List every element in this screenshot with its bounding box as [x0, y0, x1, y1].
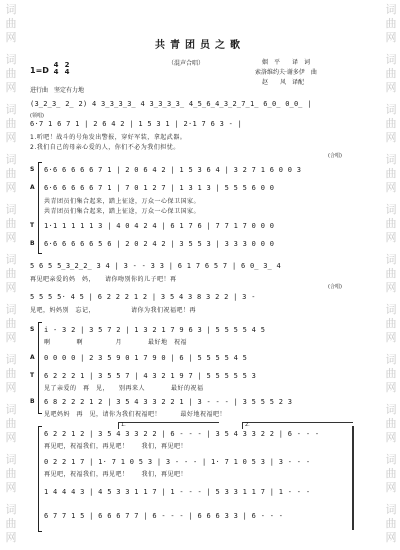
tenor-lyrics-5: 见了亲爱的 再 见， 别再来人 最好的祝福	[44, 385, 204, 392]
system-brace-6	[38, 426, 42, 532]
watermark-char: 词	[385, 303, 397, 316]
bass-notes-5: 6 8 2 2 2 1 2 | 3 5 4 3 3 2 2 1 | 3 - - - | 3 5 5 5 2 3	[44, 398, 293, 406]
watermark-char: 词	[385, 3, 397, 16]
time-signature-2: 2 4	[64, 61, 70, 76]
watermark-char: 网	[385, 131, 397, 144]
alto-notes-2: 6·6 6 6 6 6 7 1 | 7 0 1 2 7 | 1 3 1 3 | 5 5 5 6 0 0	[44, 184, 275, 192]
solo-notes: 6·7 1 6 7 1 | 2 6 4 2 | 1 5 3 1 | 2·1 7 6 3 - |	[30, 120, 243, 128]
watermark-char: 曲	[385, 67, 397, 80]
watermark-char: 曲	[385, 467, 397, 480]
watermark-char: 曲	[385, 267, 397, 280]
melody-notes-4: 5 5 5 5· 4 5 | 6 2 2 2 1 2 | 3 5 4 3 8 3 2 2 | 3 -	[30, 293, 256, 301]
watermark-char: 网	[385, 181, 397, 194]
part-label-t-5: T	[30, 372, 35, 379]
watermark-char: 词	[385, 353, 397, 366]
credit-music: 索洛维约夫·谢多伊 曲	[255, 69, 317, 76]
melody-notes-3: 5 6 5 5̲3̲2̲2̲ 3 4 | 3 - - 3 3 | 6 1 7 6 5 7 | 6 0̲ 3̲ 4	[30, 262, 282, 270]
intro-notes: (3̲2̲3̲ 2̲ 2) 4 3̲3̲3̲3̲ 4 3̲3̲3̲3̲ 4̲5̲6̲4̲3̲2̲7̲1̲ 6̲0̲ 0̲0̲ |	[30, 100, 312, 108]
watermark-char: 网	[385, 31, 397, 44]
watermark-char: 网	[385, 481, 397, 494]
system-brace-2	[38, 162, 42, 254]
bass-lyrics-5: 见吧妈妈 再 见，请你为我们祝福吧！ 最好地祝福吧！	[44, 411, 227, 418]
watermark-char: 词	[385, 153, 397, 166]
watermark-left	[0, 0, 20, 550]
system-brace-5	[38, 322, 42, 414]
watermark-char: 网	[5, 81, 17, 94]
final-barline	[352, 426, 354, 530]
watermark-char: 曲	[385, 417, 397, 430]
part-label-a: A	[30, 184, 35, 191]
time-signature-1: 4 4	[53, 61, 59, 76]
alto-lyrics-2b: 共青团员们集合起来，踏上征途，万众一心保卫国家。	[44, 208, 201, 215]
tempo-marking: 进行曲 坚定有力地	[30, 87, 85, 94]
watermark-char: 曲	[385, 317, 397, 330]
watermark-char: 网	[5, 181, 17, 194]
watermark-char: 词	[5, 3, 17, 16]
part-label-b: B	[30, 240, 35, 247]
watermark-char: 曲	[385, 167, 397, 180]
watermark-char: 曲	[5, 317, 17, 330]
watermark-char: 词	[5, 153, 17, 166]
tenor-notes-2: 1·1 1 1 1 1 3 | 4 0 4 2 4 | 6 1 7 6 | 7 7 1 7 0 0 0	[44, 222, 275, 230]
alto-lyrics-6: 再见吧，祝福我们，再见吧！ 我们，再见吧！	[44, 471, 188, 478]
alto-lyrics-2a: 共青团员们集合起来，踏上征途，万众一心保卫国家。	[44, 198, 201, 205]
lyrics-4: 见吧，妈妈别 忘记， 请你为我们祝福吧！再	[30, 307, 197, 314]
part-label-s-5: S	[30, 326, 35, 333]
part-label-s: S	[30, 166, 35, 173]
watermark-char: 词	[385, 403, 397, 416]
soprano-notes-5: i - 3 2 | 3 5 7 2 | 1 3 2 1 7 9 6 3 | 5 5 5 5 4 5	[44, 326, 266, 334]
alto-notes-6: 0 2 2 1 7 | 1· 7 1 0 5 3 | 3 - - - | 1· 7 1 0 5 3 | 3 - - -	[44, 458, 311, 466]
watermark-char: 网	[5, 281, 17, 294]
watermark-char: 曲	[5, 167, 17, 180]
watermark-char: 曲	[385, 517, 397, 530]
watermark-char: 词	[5, 503, 17, 516]
watermark-char: 网	[385, 331, 397, 344]
watermark-char: 词	[385, 503, 397, 516]
watermark-char: 词	[5, 453, 17, 466]
credit-lyrics: 姻 平 译 词	[262, 59, 311, 66]
soprano-lyrics-6: 再见吧，祝福我们，再见吧！ 我们，再见吧！	[44, 443, 188, 450]
volta-1: 1.	[118, 422, 219, 429]
tenor-notes-6: 1 4 4 4 3 | 4 5 3 3 1 1 7 | 1 - - - | 5 3 3 1 1 7 | 1 - - -	[44, 488, 311, 496]
watermark-char: 网	[5, 481, 17, 494]
watermark-char: 网	[385, 281, 397, 294]
watermark-char: 曲	[5, 117, 17, 130]
credit-arranger: 赵 风 译配	[262, 79, 305, 86]
watermark-char: 词	[385, 203, 397, 216]
watermark-char: 网	[5, 531, 17, 544]
watermark-char: 曲	[5, 367, 17, 380]
alto-notes-5: 0 0 0 0 | 2 3 5 9 0 1 7 9 0 | 6 | 5 5 5 5 4 5	[44, 354, 248, 362]
watermark-char: 词	[385, 453, 397, 466]
watermark-char: 曲	[385, 217, 397, 230]
solo-mark: (领唱)	[30, 113, 44, 119]
watermark-char: 曲	[5, 467, 17, 480]
solo-lyrics-verse1: 1.听吧！战斗的号角发出警报，穿好军装，拿起武器。	[30, 134, 187, 141]
watermark-char: 词	[385, 53, 397, 66]
watermark-char: 词	[5, 53, 17, 66]
bass-notes-2: 6·6 6 6 6 6 5 6 | 2 0 2 4 2 | 3 5 5 3 | 3 3 3 0 0 0	[44, 240, 275, 248]
watermark-char: 词	[5, 303, 17, 316]
watermark-char: 词	[5, 103, 17, 116]
volta-2: 2.	[242, 422, 353, 429]
watermark-char: 曲	[385, 17, 397, 30]
watermark-char: 曲	[5, 417, 17, 430]
watermark-char: 词	[5, 403, 17, 416]
watermark-char: 网	[5, 431, 17, 444]
soprano-lyrics-5: 啊 啊 月 最好地 祝福	[44, 339, 188, 346]
bass-notes-6: 6 7 7 1 5 | 6 6 6 7 7 | 6 - - - | 6 6 6 3 3 | 6 - - -	[44, 512, 284, 520]
part-label-a-5: A	[30, 354, 35, 361]
watermark-right	[380, 0, 400, 550]
choir-mark-1: (合唱)	[328, 153, 342, 159]
watermark-char: 词	[5, 253, 17, 266]
watermark-char: 词	[5, 353, 17, 366]
watermark-char: 曲	[5, 217, 17, 230]
solo-lyrics-verse2: 2.我们自己的母亲心爱的人，你们不必为我们担忧。	[30, 144, 180, 151]
soprano-notes-2: 6·6 6 6 6 6 7 1 | 2 0 6 4 2 | 1 5 3 6 4 | 3 2 7 1 6 0 0 3	[44, 166, 302, 174]
watermark-char: 网	[385, 531, 397, 544]
soprano-notes-6: 6 2 2 1 2 | 3 5 4 3 3 2 2 | 6 - - - | 3 5 4 3 3 2 2 | 6 - - -	[44, 430, 320, 438]
watermark-char: 网	[5, 131, 17, 144]
watermark-char: 曲	[385, 117, 397, 130]
watermark-char: 曲	[5, 517, 17, 530]
song-subtitle: （混声合唱）	[168, 60, 205, 67]
watermark-char: 网	[5, 31, 17, 44]
watermark-char: 词	[385, 253, 397, 266]
watermark-char: 网	[5, 331, 17, 344]
watermark-char: 词	[385, 103, 397, 116]
watermark-char: 网	[385, 431, 397, 444]
key-signature: 1=D	[30, 66, 49, 75]
watermark-char: 曲	[5, 67, 17, 80]
watermark-char: 网	[385, 81, 397, 94]
watermark-char: 曲	[5, 267, 17, 280]
watermark-char: 网	[5, 381, 17, 394]
part-label-t: T	[30, 222, 35, 229]
song-title: 共青团员之歌	[155, 40, 245, 51]
tenor-notes-5: 6 2 2 2 1 | 3 5 5 7 | 4 3 2 1 9 7 | 5 5 5 5 5 3	[44, 372, 257, 380]
watermark-char: 网	[385, 231, 397, 244]
watermark-char: 网	[385, 381, 397, 394]
part-label-b-5: B	[30, 398, 35, 405]
watermark-char: 网	[5, 231, 17, 244]
lyrics-3: 再见吧亲爱的妈 妈， 请你吻别你的儿子吧！再	[30, 276, 177, 283]
watermark-char: 曲	[5, 17, 17, 30]
watermark-char: 曲	[385, 367, 397, 380]
watermark-char: 词	[5, 203, 17, 216]
choir-mark-2: (合唱)	[328, 284, 342, 290]
